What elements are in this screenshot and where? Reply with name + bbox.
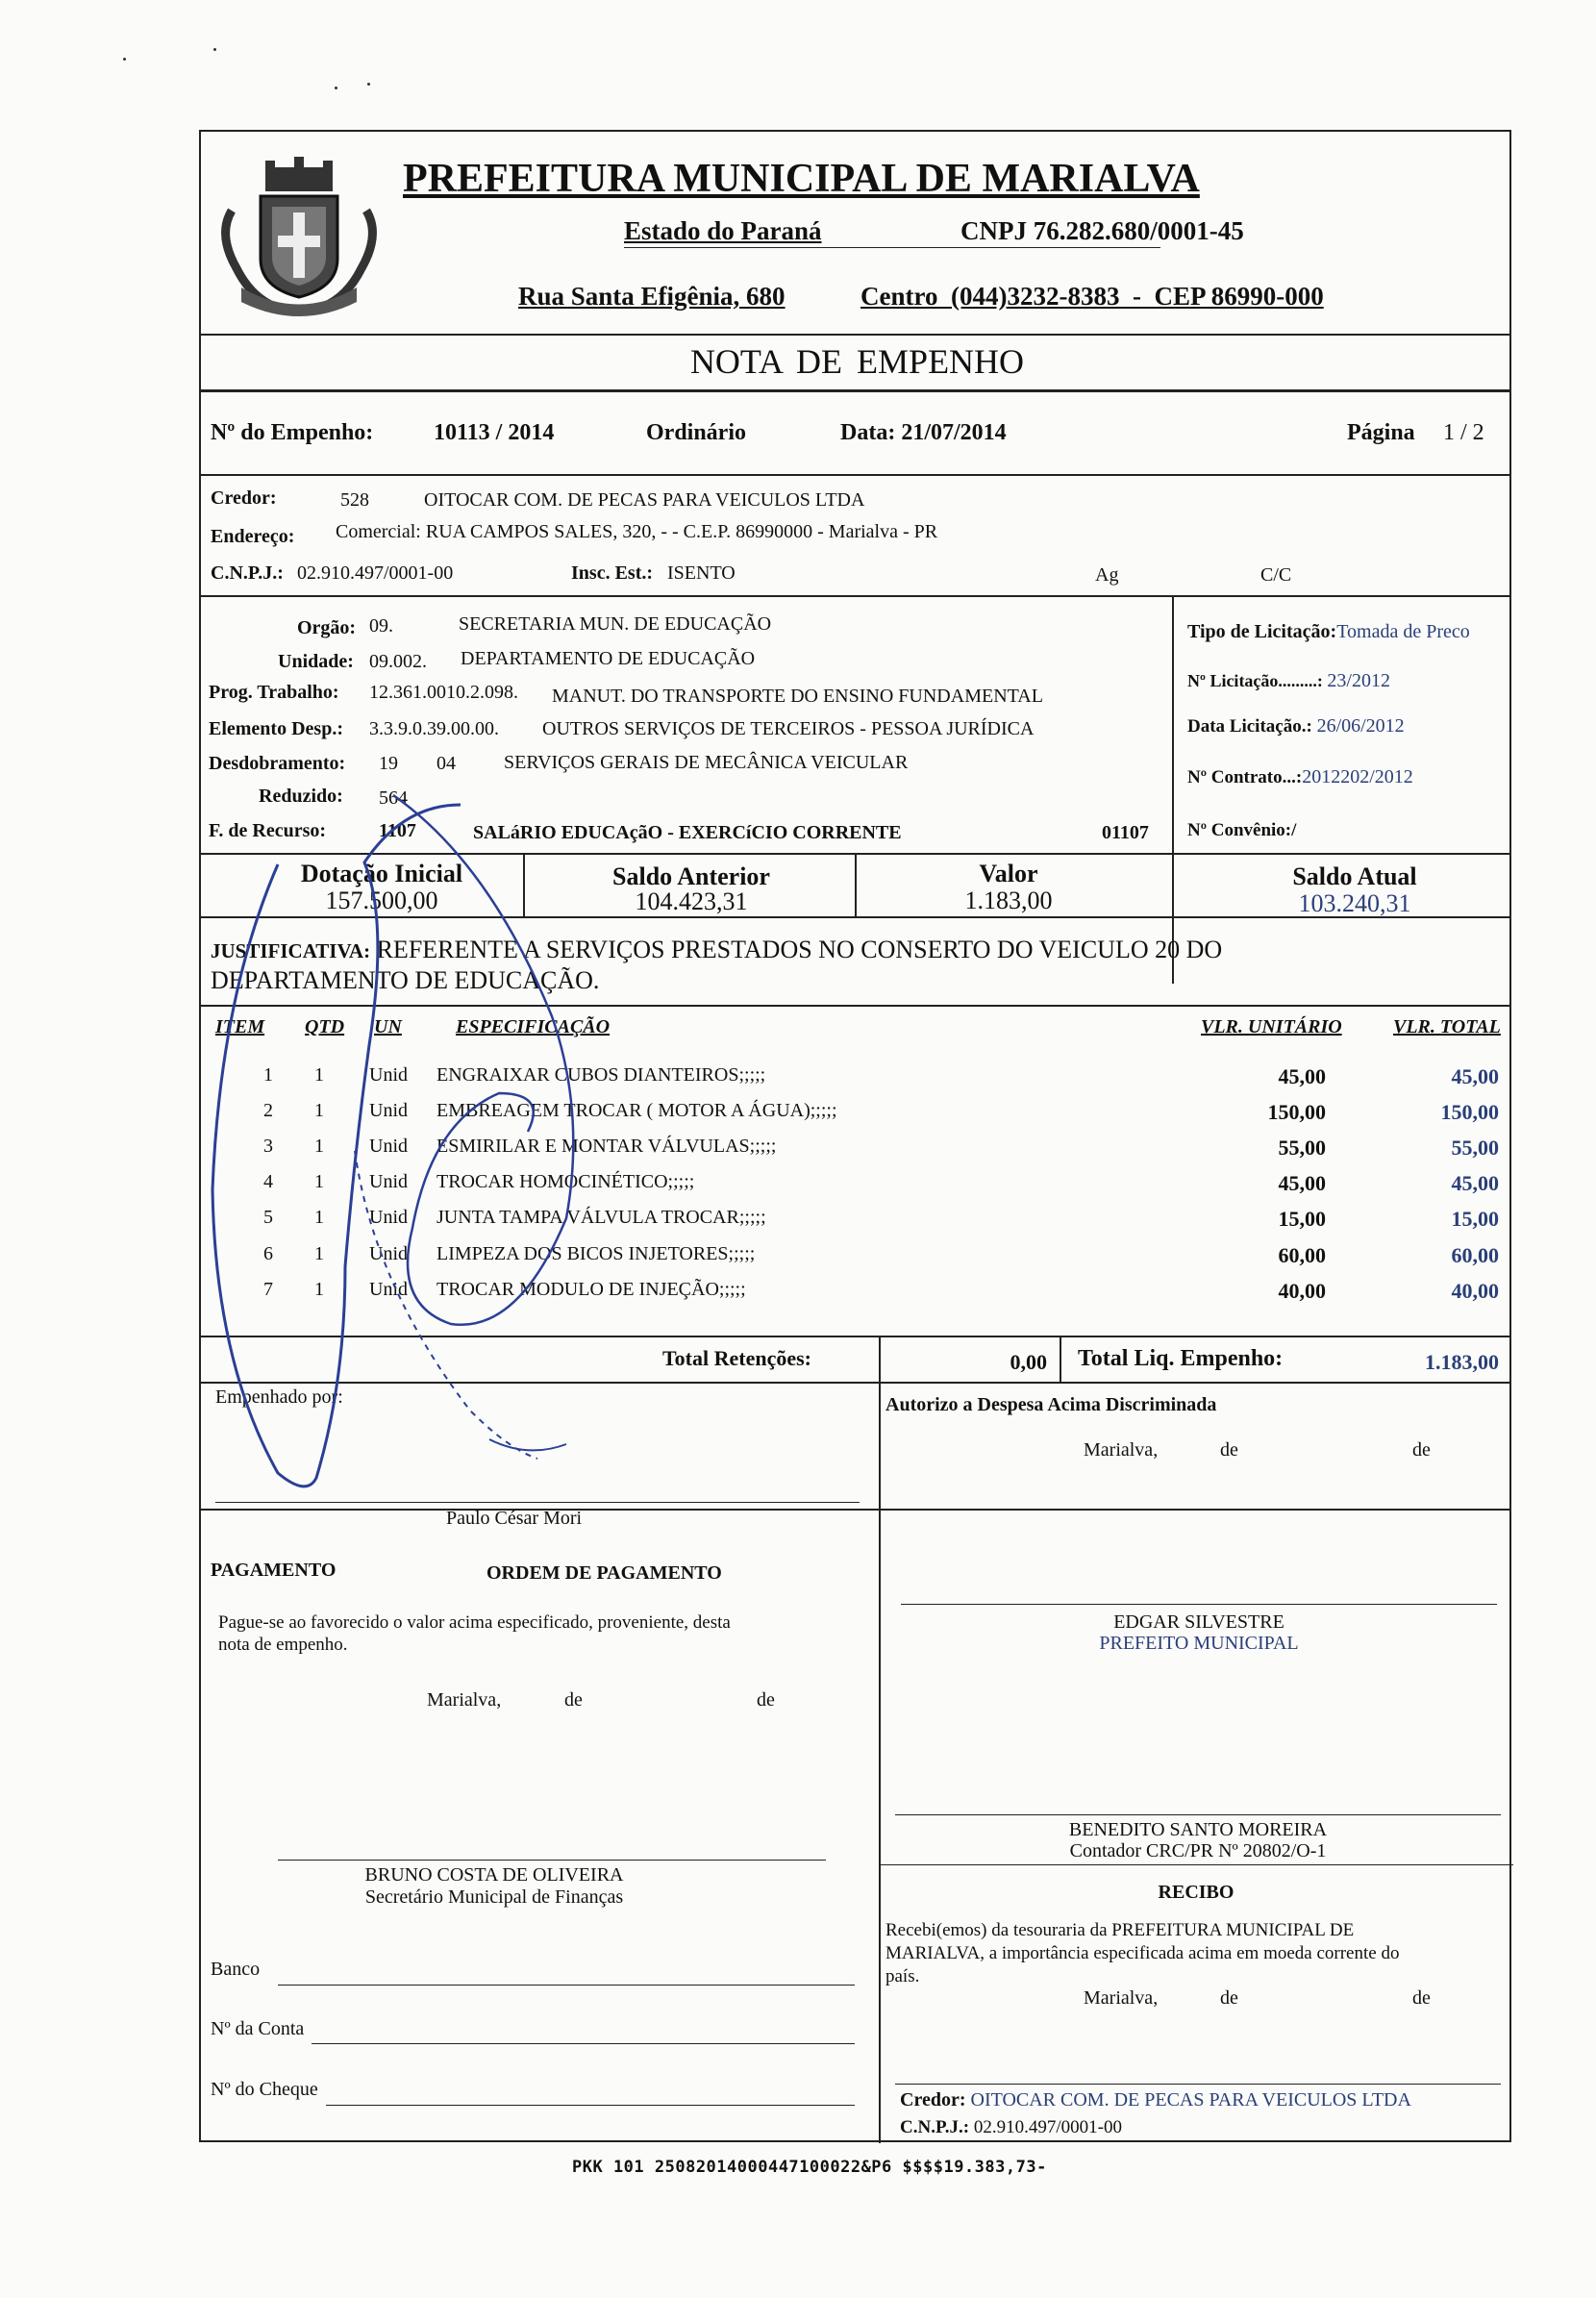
cc-label: C/C: [1260, 564, 1292, 586]
divider: [1060, 1336, 1061, 1384]
item-number: 6: [263, 1243, 273, 1264]
elemento-desc: OUTROS SERVIÇOS DE TERCEIROS - PESSOA JURÍDICA: [542, 718, 1035, 739]
item-desc: EMBREAGEM TROCAR ( MOTOR A ÁGUA);;;;;: [436, 1100, 837, 1121]
col-item: ITEM: [215, 1016, 265, 1037]
item-qtd: 1: [314, 1100, 324, 1121]
place-label: Marialva,: [1084, 1439, 1159, 1461]
tipo-licitacao: Tipo de Licitação:Tomada de Preco: [1187, 621, 1470, 642]
coat-of-arms-logo: [212, 143, 386, 321]
empenho-date: Data: 21/07/2014: [840, 420, 1007, 445]
reduzido-code: 564: [379, 787, 408, 809]
item-unit-price: 60,00: [1278, 1243, 1326, 1267]
banco-label: Banco: [211, 1959, 261, 1980]
item-unit-price: 150,00: [1267, 1100, 1326, 1124]
item-un: Unid: [369, 1171, 408, 1192]
divider: [201, 389, 1509, 392]
credor-address: Comercial: RUA CAMPOS SALES, 320, - - C.E.P. 86990000 - Marialva - PR: [336, 521, 938, 542]
pague-text: Pague-se ao favorecido o valor acima especificado, proveniente, desta: [218, 1612, 731, 1633]
place-label: Marialva,: [1084, 1987, 1159, 2009]
empenhado-por-label: Empenhado por:: [215, 1386, 343, 1408]
item-unit-price: 45,00: [1278, 1064, 1326, 1088]
credor-cnpj: 02.910.497/0001-00: [297, 562, 454, 584]
prog-desc: MANUT. DO TRANSPORTE DO ENSINO FUNDAMENTAL: [552, 686, 1043, 707]
prefeito-name: EDGAR SILVESTRE: [1113, 1611, 1284, 1633]
item-total: 45,00: [1451, 1064, 1499, 1088]
item-qtd: 1: [314, 1207, 324, 1228]
unidade-desc: DEPARTAMENTO DE EDUCAÇÃO: [461, 648, 756, 669]
page-number: 1 / 2: [1443, 420, 1484, 445]
secretario-cargo: Secretário Municipal de Finanças: [364, 1886, 624, 1908]
header-rule: [624, 247, 1160, 248]
cnpj-header: CNPJ 76.282.680/0001-45: [960, 216, 1244, 245]
table-row: [201, 1171, 1513, 1200]
cheque-input-line: [326, 2105, 855, 2106]
recibo-cnpj: C.N.P.J.: 02.910.497/0001-00: [900, 2117, 1122, 2137]
total-retencoes-value: 0,00: [1010, 1350, 1047, 1374]
item-qtd: 1: [314, 1279, 324, 1300]
signature-line: [895, 1814, 1501, 1815]
empenho-label: Nº do Empenho:: [211, 420, 374, 445]
conta-label: Nº da Conta: [211, 2018, 305, 2039]
total-liq-value: 1.183,00: [1425, 1350, 1499, 1374]
elemento-label: Elemento Desp.:: [209, 718, 343, 739]
item-number: 4: [263, 1171, 273, 1192]
valor-value: 1.183,00: [964, 887, 1053, 914]
item-unit-price: 40,00: [1278, 1279, 1326, 1303]
secretario-name: BRUNO COSTA DE OLIVEIRA: [364, 1864, 624, 1886]
divider: [1172, 595, 1174, 984]
page-label: Página: [1347, 420, 1415, 445]
item-unit-price: 45,00: [1278, 1171, 1326, 1195]
contador-name: BENEDITO SANTO MOREIRA: [1068, 1819, 1328, 1840]
state-label: Estado do Paraná: [624, 216, 822, 245]
item-total: 15,00: [1451, 1207, 1499, 1231]
saldo-atual-label: Saldo Atual: [1292, 862, 1417, 890]
fonte-number: 01107: [1102, 822, 1149, 843]
desdobramento-desc: SERVIÇOS GERAIS DE MECÂNICA VEICULAR: [504, 752, 909, 773]
pague-text-2: nota de empenho.: [218, 1635, 348, 1655]
recibo-text-2: MARIALVA, a importância especificada acima em moeda corrente do: [885, 1943, 1400, 1963]
prog-code: 12.361.0010.2.098.: [369, 682, 518, 703]
total-retencoes-label: Total Retenções:: [662, 1346, 811, 1370]
cheque-label: Nº do Cheque: [211, 2079, 318, 2100]
divider: [879, 1336, 881, 1509]
insc-label: Insc. Est.:: [571, 562, 654, 584]
item-un: Unid: [369, 1100, 408, 1121]
col-vlr-total: VLR. TOTAL: [1393, 1016, 1501, 1037]
item-un: Unid: [369, 1243, 408, 1264]
item-un: Unid: [369, 1207, 408, 1228]
item-un: Unid: [369, 1279, 408, 1300]
item-total: 60,00: [1451, 1243, 1499, 1267]
credor-name: OITOCAR COM. DE PECAS PARA VEICULOS LTDA: [424, 489, 865, 511]
divider: [523, 853, 525, 916]
total-liq-label: Total Liq. Empenho:: [1078, 1346, 1284, 1371]
dotacao-inicial-label: Dotação Inicial: [300, 860, 463, 887]
date-de-label: de: [1412, 1439, 1431, 1461]
item-total: 40,00: [1451, 1279, 1499, 1303]
col-especificacao: ESPECIFICAÇÃO: [456, 1016, 611, 1037]
signature-line: [278, 1860, 826, 1861]
divider: [201, 595, 1509, 597]
scan-speck: [123, 58, 126, 61]
desdobramento-code1: 19: [379, 753, 398, 774]
item-un: Unid: [369, 1064, 408, 1086]
prefeito-cargo: PREFEITO MUNICIPAL: [1099, 1633, 1299, 1654]
numero-convenio: Nº Convênio:/: [1187, 820, 1297, 840]
recibo-label: RECIBO: [1158, 1882, 1234, 1903]
empenho-type: Ordinário: [646, 420, 747, 445]
date-de-label: de: [564, 1689, 583, 1711]
table-row: [201, 1279, 1513, 1308]
item-qtd: 1: [314, 1136, 324, 1157]
divider: [855, 853, 857, 916]
scan-speck: [367, 83, 370, 86]
place-label: Marialva,: [427, 1689, 502, 1711]
item-number: 7: [263, 1279, 273, 1300]
valor-label: Valor: [979, 860, 1038, 887]
orgao-label: Orgão:: [297, 617, 357, 638]
date-de-label: de: [1412, 1987, 1431, 2009]
date-de-label: de: [1220, 1439, 1238, 1461]
item-number: 5: [263, 1207, 273, 1228]
table-row: [201, 1064, 1513, 1093]
divider: [201, 334, 1509, 336]
dotacao-inicial-value: 157.500,00: [325, 887, 438, 914]
fonte-code: 1107: [379, 820, 416, 841]
scan-speck: [213, 48, 216, 51]
cnpj-label: C.N.P.J.:: [211, 562, 284, 584]
empenhado-por-name: Paulo César Mori: [446, 1508, 583, 1529]
item-qtd: 1: [314, 1243, 324, 1264]
col-un: UN: [374, 1016, 402, 1037]
city-phone-cep: Centro (044)3232-8383 - CEP 86990-000: [860, 282, 1324, 311]
divider: [201, 916, 1509, 918]
item-un: Unid: [369, 1136, 408, 1157]
justificativa: JUSTIFICATIVA: REFERENTE A SERVIÇOS PRESTADOS NO CONSERTO DO VEICULO 20 DO: [211, 936, 1223, 963]
unidade-label: Unidade:: [278, 651, 354, 672]
contador-cargo: Contador CRC/PR Nº 20802/O-1: [1069, 1840, 1327, 1861]
divider: [201, 474, 1509, 476]
item-desc: ESMIRILAR E MONTAR VÁLVULAS;;;;;: [436, 1136, 777, 1157]
credor-label: Credor:: [211, 487, 277, 509]
banco-input-line: [278, 1985, 855, 1986]
table-row: [201, 1207, 1513, 1236]
col-qtd: QTD: [305, 1016, 345, 1037]
item-total: 55,00: [1451, 1136, 1499, 1160]
empenho-number: 10113 / 2014: [434, 420, 555, 445]
item-desc: LIMPEZA DOS BICOS INJETORES;;;;;: [436, 1243, 756, 1264]
ag-label: Ag: [1095, 564, 1119, 586]
item-desc: JUNTA TAMPA VÁLVULA TROCAR;;;;;: [436, 1207, 766, 1228]
street-address: Rua Santa Efigênia, 680: [518, 282, 786, 311]
orgao-code: 09.: [369, 615, 393, 637]
endereco-label: Endereço:: [211, 526, 295, 547]
item-number: 3: [263, 1136, 273, 1157]
signature-line: [215, 1502, 860, 1503]
document-title: NOTA DE EMPENHO: [689, 342, 1025, 381]
fonte-label: F. de Recurso:: [209, 820, 327, 841]
item-desc: ENGRAIXAR CUBOS DIANTEIROS;;;;;: [436, 1064, 766, 1086]
ordem-pagamento-label: ORDEM DE PAGAMENTO: [486, 1562, 722, 1584]
justificativa-line2: DEPARTAMENTO DE EDUCAÇÃO.: [211, 966, 600, 994]
saldo-anterior-label: Saldo Anterior: [612, 862, 770, 890]
numero-contrato: Nº Contrato...:2012202/2012: [1187, 766, 1413, 787]
insc-value: ISENTO: [667, 562, 736, 584]
credor-code: 528: [340, 489, 369, 511]
divider: [879, 1864, 1513, 1865]
item-total: 45,00: [1451, 1171, 1499, 1195]
item-qtd: 1: [314, 1171, 324, 1192]
item-number: 2: [263, 1100, 273, 1121]
recibo-credor: Credor: OITOCAR COM. DE PECAS PARA VEICULOS LTDA: [900, 2089, 1411, 2111]
footer-code: PKK 101 25082014000447100022&P6 $$$$19.383,73-: [572, 2158, 1047, 2177]
nota-de-empenho-form: [199, 130, 1511, 2142]
date-de-label: de: [757, 1689, 775, 1711]
orgao-desc: SECRETARIA MUN. DE EDUCAÇÃO: [459, 613, 772, 635]
signature-line: [901, 1604, 1497, 1605]
fonte-desc: SALáRIO EDUCAçãO - EXERCíCIO CORRENTE: [473, 822, 902, 843]
signature-line: [895, 2084, 1501, 2085]
divider: [201, 1336, 1509, 1337]
scan-speck: [335, 87, 337, 89]
conta-input-line: [312, 2043, 855, 2044]
divider: [201, 1005, 1509, 1007]
autorizo-label: Autorizo a Despesa Acima Discriminada: [885, 1394, 1217, 1415]
item-qtd: 1: [314, 1064, 324, 1086]
item-desc: TROCAR MODULO DE INJEÇÃO;;;;;: [436, 1279, 746, 1300]
item-total: 150,00: [1440, 1100, 1499, 1124]
recibo-text: Recebi(emos) da tesouraria da PREFEITURA MUNICIPAL DE: [885, 1920, 1355, 1940]
divider: [201, 1382, 1509, 1384]
pagamento-label: PAGAMENTO: [211, 1560, 337, 1581]
table-row: [201, 1100, 1513, 1129]
desdobramento-label: Desdobramento:: [209, 753, 346, 774]
desdobramento-code2: 04: [436, 753, 456, 774]
col-vlr-unitario: VLR. UNITÁRIO: [1201, 1016, 1342, 1037]
data-licitacao: Data Licitação.: 26/06/2012: [1187, 715, 1405, 737]
table-row: [201, 1243, 1513, 1272]
elemento-code: 3.3.9.0.39.00.00.: [369, 718, 499, 739]
item-desc: TROCAR HOMOCINÉTICO;;;;;: [436, 1171, 695, 1192]
item-unit-price: 55,00: [1278, 1136, 1326, 1160]
saldo-anterior-value: 104.423,31: [635, 887, 748, 915]
date-de-label: de: [1220, 1987, 1238, 2009]
reduzido-label: Reduzido:: [259, 786, 343, 807]
unidade-code: 09.002.: [369, 651, 427, 672]
saldo-atual-value: 103.240,31: [1298, 889, 1411, 917]
numero-licitacao: Nº Licitação.........: 23/2012: [1187, 670, 1390, 691]
item-number: 1: [263, 1064, 273, 1086]
divider: [879, 1509, 881, 2143]
table-row: [201, 1136, 1513, 1164]
item-unit-price: 15,00: [1278, 1207, 1326, 1231]
page-title: PREFEITURA MUNICIPAL DE MARIALVA: [403, 157, 1200, 201]
divider: [201, 1509, 1509, 1511]
recibo-text-3: país.: [885, 1966, 920, 1986]
prog-label: Prog. Trabalho:: [209, 682, 339, 703]
